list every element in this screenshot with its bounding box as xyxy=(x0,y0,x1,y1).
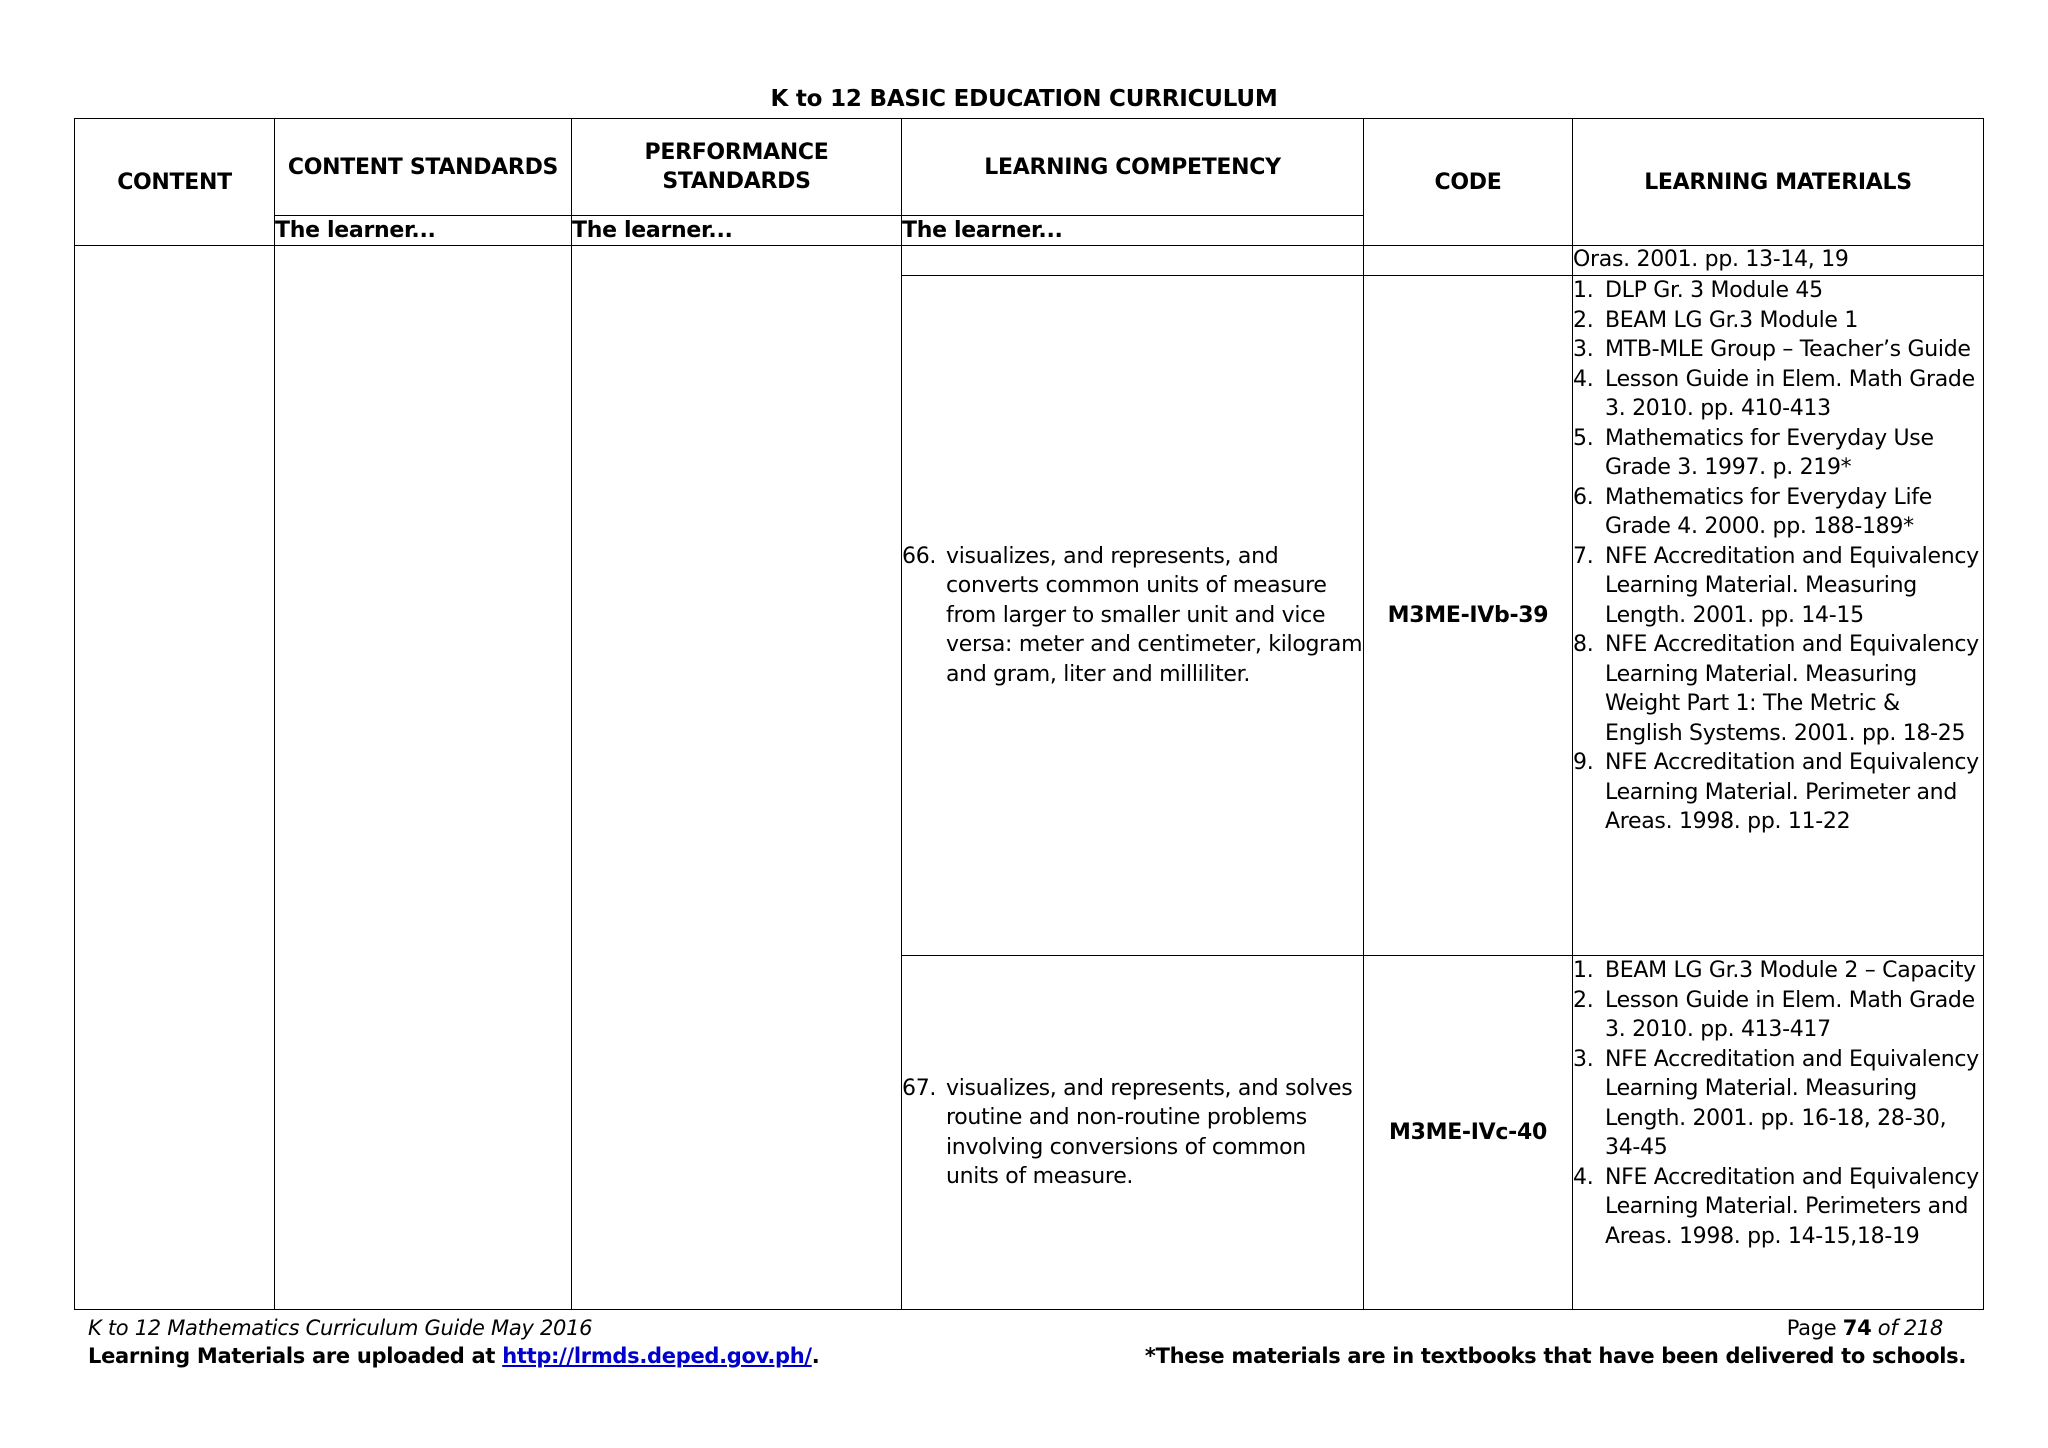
list-item: 3. MTB-MLE Group – Teacher’s Guide xyxy=(1573,337,1971,362)
list-item: 7. NFE Accreditation and Equivalency Learning Material. Measuring Length. 2001. pp. 14-15 xyxy=(1573,543,1979,628)
list-item: 1. BEAM LG Gr.3 Module 2 – Capacity xyxy=(1573,958,1976,983)
performance-standards-subheader: The learner... xyxy=(572,216,902,246)
list-item: 3. NFE Accreditation and Equivalency Learning Material. Measuring Length. 2001. pp. 16-18, 28-30, 34-45 xyxy=(1573,1046,1979,1160)
competency-number: 67. xyxy=(902,1075,937,1101)
lrmds-link[interactable]: http://lrmds.deped.gov.ph/ xyxy=(502,1344,812,1368)
content-cell xyxy=(75,246,275,1310)
page-number-indicator: Page 74 of 218 xyxy=(1786,1316,1943,1340)
competency-number: 66. xyxy=(902,543,937,569)
page-footer xyxy=(88,1314,1966,1370)
content-header: CONTENT xyxy=(75,119,275,246)
document-title: K to 12 BASIC EDUCATION CURRICULUM xyxy=(770,86,1278,112)
list-item: 4. Lesson Guide in Elem. Math Grade 3. 2010. pp. 410-413 xyxy=(1573,366,1975,421)
learning-materials-header: LEARNING MATERIALS xyxy=(1573,119,1984,246)
competency-66 xyxy=(902,276,1364,956)
competency-text: visualizes, and represents, and converts common units of measure from larger to smaller unit and vice versa: meter and centimeter, kilogram and gram, liter and milliliter. xyxy=(946,543,1363,687)
material-continued: Oras. 2001. pp. 13-14, 19 xyxy=(1573,246,1984,276)
learning-competency-subheader: The learner... xyxy=(902,216,1364,246)
content-standards-header: CONTENT STANDARDS xyxy=(275,119,572,216)
materials-67 xyxy=(1573,956,1984,1310)
list-item: 4. NFE Accreditation and Equivalency Learning Material. Perimeters and Areas. 1998. pp. 14-15,18-19 xyxy=(1573,1164,1979,1249)
competency-continued-cell xyxy=(902,246,1364,276)
code-67: M3ME-IVc-40 xyxy=(1364,956,1573,1310)
curriculum-guide-note: K to 12 Mathematics Curriculum Guide May 2016 xyxy=(88,1316,593,1340)
content-standards-cell xyxy=(275,246,572,1310)
code-header: CODE xyxy=(1364,119,1573,246)
list-item: 8. NFE Accreditation and Equivalency Learning Material. Measuring Weight Part 1: The Metric & English Systems. 2001. pp. 18-25 xyxy=(1573,632,1979,746)
list-item: 2. BEAM LG Gr.3 Module 1 xyxy=(1573,307,1859,333)
list-item: 1. DLP Gr. 3 Module 45 xyxy=(1573,278,1823,303)
curriculum-table xyxy=(74,118,1984,1310)
list-item: 6. Mathematics for Everyday Life Grade 4. 2000. pp. 188-189* xyxy=(1573,484,1932,539)
upload-note: Learning Materials are uploaded at http://lrmds.deped.gov.ph/. xyxy=(88,1344,820,1368)
textbook-note: *These materials are in textbooks that have been delivered to schools. xyxy=(1144,1344,1966,1368)
competency-text: visualizes, and represents, and solves routine and non-routine problems involving conversions of common units of measure. xyxy=(946,1075,1353,1189)
list-item: 5. Mathematics for Everyday Use Grade 3. 1997. p. 219* xyxy=(1573,425,1934,480)
performance-standards-cell xyxy=(572,246,902,1310)
learning-competency-header: LEARNING COMPETENCY xyxy=(902,119,1364,216)
list-item: 9. NFE Accreditation and Equivalency Learning Material. Perimeter and Areas. 1998. pp. 11-22 xyxy=(1573,750,1979,834)
code-continued-cell xyxy=(1364,246,1573,276)
performance-standards-header: PERFORMANCE STANDARDS xyxy=(572,119,902,216)
code-66: M3ME-IVb-39 xyxy=(1364,276,1573,956)
competency-67 xyxy=(902,956,1364,1310)
materials-66 xyxy=(1573,276,1984,956)
list-item: 2. Lesson Guide in Elem. Math Grade 3. 2010. pp. 413-417 xyxy=(1573,987,1975,1042)
content-standards-subheader: The learner... xyxy=(275,216,572,246)
